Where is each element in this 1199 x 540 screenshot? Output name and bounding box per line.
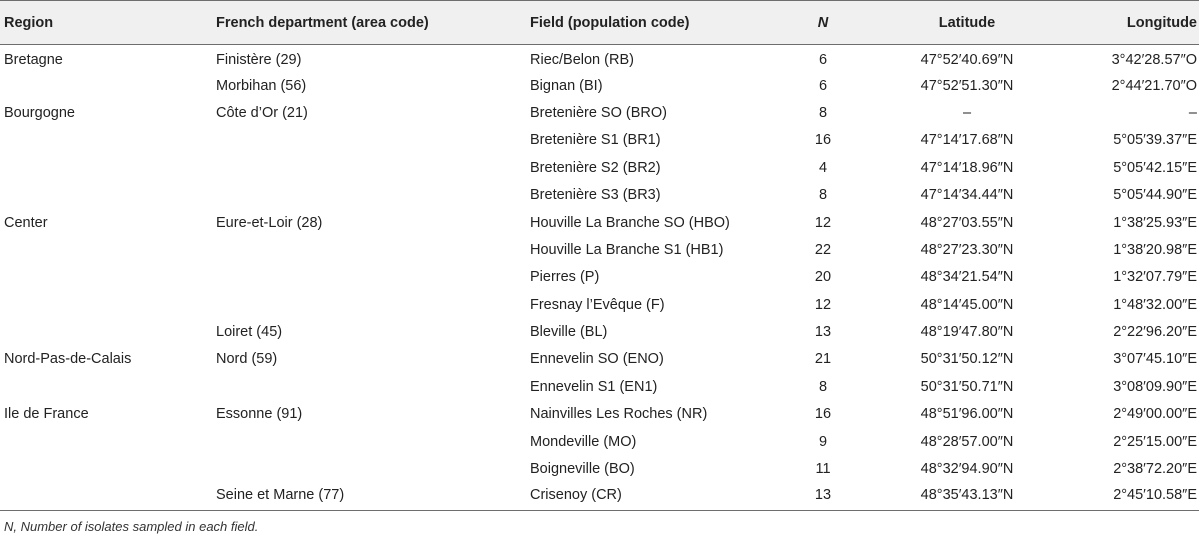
header-n: N xyxy=(776,1,870,45)
cell-latitude: 48°51′96.00″N xyxy=(920,406,1014,423)
cell-n: 13 xyxy=(776,483,870,510)
cell-field: Ennevelin S1 (EN1) xyxy=(530,378,658,395)
cell-latitude: 47°14′34.44″N xyxy=(920,187,1014,204)
cell-longitude: 2°45′10.58″E xyxy=(1064,483,1199,510)
cell-n: 21 xyxy=(814,351,832,368)
header-row xyxy=(0,1,1199,45)
cell-n: 6 xyxy=(818,52,828,69)
cell-longitude: 5°05′44.90″E xyxy=(1113,187,1197,204)
cell-department: Seine et Marne (77) xyxy=(210,483,524,510)
cell-region xyxy=(0,291,210,318)
table-header xyxy=(0,1,1199,45)
cell-department xyxy=(210,264,524,291)
cell-latitude: 50°31′50.12″N xyxy=(920,351,1014,368)
cell-field: Bretenière S3 (BR3) xyxy=(530,187,661,204)
cell-region: Bretagne xyxy=(4,52,63,69)
cell-n: 8 xyxy=(818,104,828,121)
cell-n: 11 xyxy=(815,461,831,478)
cell-latitude: 50°31′50.71″N xyxy=(920,378,1014,395)
cell-field: Pierres (P) xyxy=(530,269,600,286)
cell-field: Houville La Branche S1 (HB1) xyxy=(530,241,724,258)
table-row xyxy=(0,483,1199,510)
table-row xyxy=(0,45,1199,72)
cell-region xyxy=(0,483,210,510)
cell-latitude: 48°19′47.80″N xyxy=(920,324,1014,341)
cell-longitude: 3°42′28.57″O xyxy=(1111,52,1197,69)
cell-department xyxy=(210,373,524,400)
cell-department xyxy=(210,428,524,455)
cell-region: Bourgogne xyxy=(4,104,75,121)
cell-department: Morbihan (56) xyxy=(216,77,307,94)
table-row xyxy=(0,72,1199,99)
cell-region: Ile de France xyxy=(4,406,89,423)
table-body xyxy=(0,45,1199,511)
cell-n: 8 xyxy=(818,378,828,395)
cell-longitude: 2°22′96.20″E xyxy=(1113,324,1197,341)
table-row xyxy=(0,236,1199,263)
table-row xyxy=(0,318,1199,345)
cell-field: Bretenière S2 (BR2) xyxy=(530,159,661,176)
table-row xyxy=(0,373,1199,400)
cell-department: Essonne (91) xyxy=(216,406,303,423)
table-row xyxy=(0,346,1199,373)
cell-department xyxy=(210,154,524,181)
cell-region: Nord-Pas-de-Calais xyxy=(4,351,132,368)
cell-field: Bignan (BI) xyxy=(530,77,603,94)
cell-region xyxy=(0,236,210,263)
table-row xyxy=(0,455,1199,482)
cell-field: Riec/Belon (RB) xyxy=(530,52,634,69)
cell-latitude: – xyxy=(962,104,972,121)
table-row xyxy=(0,401,1199,428)
cell-field: Nainvilles Les Roches (NR) xyxy=(530,406,708,423)
cell-field: Boigneville (BO) xyxy=(530,461,635,478)
cell-field: Bretenière S1 (BR1) xyxy=(530,132,661,149)
cell-department xyxy=(210,127,524,154)
cell-latitude: 47°52′51.30″N xyxy=(920,77,1014,94)
table-row xyxy=(0,127,1199,154)
cell-n: 9 xyxy=(818,433,828,450)
cell-department: Eure-et-Loir (28) xyxy=(216,214,323,231)
cell-department: Finistère (29) xyxy=(216,52,302,69)
cell-longitude: 2°25′15.00″E xyxy=(1113,433,1197,450)
cell-n: 4 xyxy=(818,159,828,176)
table-row xyxy=(0,264,1199,291)
cell-department: Nord (59) xyxy=(216,351,278,368)
cell-longitude: 3°08′09.90″E xyxy=(1113,378,1197,395)
cell-field: Fresnay l’Evêque (F) xyxy=(530,296,665,313)
header-latitude: Latitude xyxy=(870,1,1064,45)
cell-department xyxy=(210,181,524,208)
cell-longitude: 1°48′32.00″E xyxy=(1113,296,1197,313)
cell-latitude: 47°14′18.96″N xyxy=(920,159,1014,176)
cell-field: Ennevelin SO (ENO) xyxy=(530,351,664,368)
cell-region xyxy=(0,428,210,455)
table-footnote: N, Number of isolates sampled in each field. xyxy=(4,519,259,534)
cell-n: 22 xyxy=(814,241,832,258)
table-row xyxy=(0,428,1199,455)
cell-n: 8 xyxy=(818,187,828,204)
cell-longitude: – xyxy=(1188,104,1197,121)
cell-department xyxy=(210,236,524,263)
cell-longitude: 2°44′21.70″O xyxy=(1111,77,1197,94)
table-row xyxy=(0,291,1199,318)
table-row xyxy=(0,209,1199,236)
header-field: Field (population code) xyxy=(524,1,776,45)
cell-longitude: 3°07′45.10″E xyxy=(1113,351,1197,368)
cell-department: Loiret (45) xyxy=(216,324,283,341)
cell-region xyxy=(0,181,210,208)
cell-longitude: 1°38′20.98″E xyxy=(1113,241,1197,258)
cell-longitude: 1°38′25.93″E xyxy=(1113,214,1197,231)
cell-region xyxy=(0,318,210,345)
cell-latitude: 47°52′40.69″N xyxy=(920,52,1014,69)
cell-region xyxy=(0,127,210,154)
header-longitude: Longitude xyxy=(1064,1,1199,45)
cell-n: 6 xyxy=(818,77,828,94)
header-region: Region xyxy=(0,1,210,45)
cell-n: 20 xyxy=(814,269,832,286)
table-row xyxy=(0,154,1199,181)
cell-department xyxy=(210,455,524,482)
cell-region xyxy=(0,455,210,482)
cell-n: 16 xyxy=(814,406,832,423)
cell-n: 16 xyxy=(814,132,832,149)
cell-latitude: 48°14′45.00″N xyxy=(920,296,1014,313)
cell-latitude: 48°32′94.90″N xyxy=(920,461,1014,478)
cell-longitude: 5°05′39.37″E xyxy=(1113,132,1197,149)
cell-n: 12 xyxy=(814,296,832,313)
cell-region xyxy=(0,154,210,181)
cell-latitude: 48°28′57.00″N xyxy=(920,433,1014,450)
cell-department: Côte d’Or (21) xyxy=(216,104,308,121)
cell-department xyxy=(210,291,524,318)
cell-n: 12 xyxy=(814,214,832,231)
cell-latitude: 48°27′23.30″N xyxy=(920,241,1014,258)
cell-longitude: 1°32′07.79″E xyxy=(1113,269,1197,286)
cell-longitude: 2°38′72.20″E xyxy=(1113,461,1197,478)
cell-field: Crisenoy (CR) xyxy=(524,483,776,510)
cell-region: Center xyxy=(4,214,48,231)
header-department: French department (area code) xyxy=(210,1,524,45)
cell-region xyxy=(0,373,210,400)
table-row xyxy=(0,99,1199,126)
cell-field: Bretenière SO (BRO) xyxy=(530,104,667,121)
cell-region xyxy=(0,72,210,99)
cell-latitude: 48°35′43.13″N xyxy=(870,483,1064,510)
cell-latitude: 47°14′17.68″N xyxy=(920,132,1014,149)
cell-n: 13 xyxy=(814,324,832,341)
cell-field: Bleville (BL) xyxy=(530,324,608,341)
cell-region xyxy=(0,264,210,291)
cell-latitude: 48°34′21.54″N xyxy=(920,269,1014,286)
table-row xyxy=(0,181,1199,208)
cell-field: Mondeville (MO) xyxy=(530,433,637,450)
cell-latitude: 48°27′03.55″N xyxy=(920,214,1014,231)
cell-field: Houville La Branche SO (HBO) xyxy=(530,214,730,231)
cell-longitude: 5°05′42.15″E xyxy=(1113,159,1197,176)
cell-longitude: 2°49′00.00″E xyxy=(1113,406,1197,423)
